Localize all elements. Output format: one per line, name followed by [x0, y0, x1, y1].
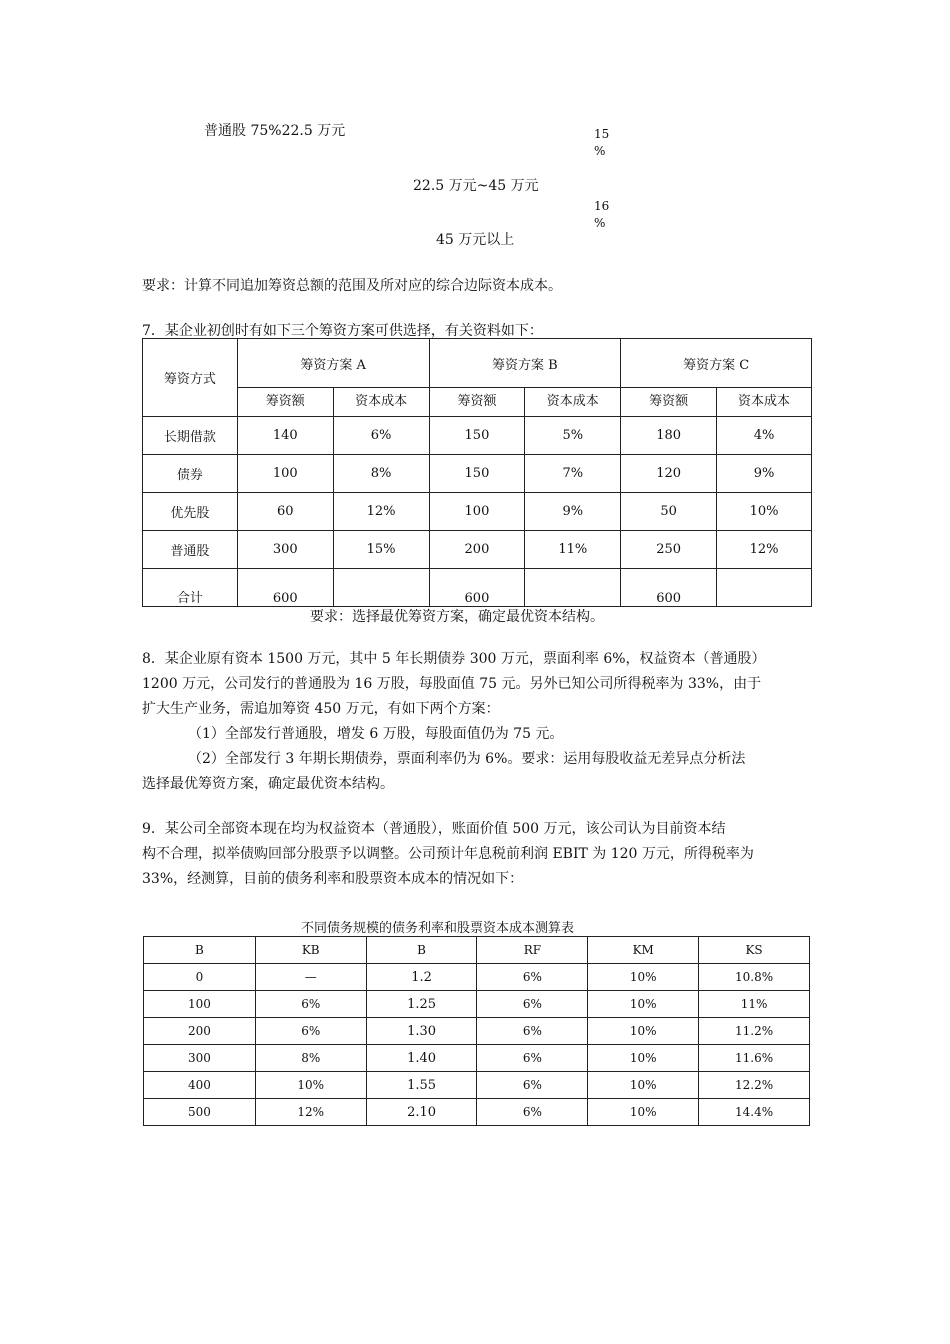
- cell: 6%: [477, 964, 588, 991]
- cell-a-cost: 8%: [333, 455, 429, 493]
- cell-b-cost: [525, 569, 621, 607]
- header-plan-c: 筹资方案 C: [621, 339, 812, 388]
- cell: 10%: [588, 1045, 699, 1072]
- col-header: KS: [699, 937, 810, 964]
- tier-rate-2: 16: [594, 199, 610, 213]
- cell: 12.2%: [699, 1072, 810, 1099]
- cell: 11.6%: [699, 1045, 810, 1072]
- cell-a-amount: 600: [237, 569, 333, 607]
- cell-c-amount: 180: [621, 417, 717, 455]
- cell-b-amount: 100: [429, 493, 525, 531]
- cell: 10%: [588, 1099, 699, 1126]
- cell: 6%: [255, 1018, 366, 1045]
- cell: 11.2%: [699, 1018, 810, 1045]
- cell-b-amount: 150: [429, 455, 525, 493]
- cell-a-cost: 12%: [333, 493, 429, 531]
- cell: 10%: [588, 991, 699, 1018]
- table-row: [144, 991, 810, 1018]
- table-row: [144, 1018, 810, 1045]
- col-header: RF: [477, 937, 588, 964]
- header-method: 筹资方式: [143, 339, 238, 417]
- header-amount: 筹资额: [621, 388, 717, 417]
- q6-requirement: 要求：计算不同追加筹资总额的范围及所对应的综合边际资本成本。: [142, 278, 562, 294]
- cell: 6%: [477, 1099, 588, 1126]
- cell-a-amount: 140: [237, 417, 333, 455]
- tier-range-2: 22.5 万元~45 万元: [413, 178, 539, 194]
- q9-paragraph: [142, 817, 814, 892]
- col-header: B: [366, 937, 477, 964]
- cell-a-amount: 100: [237, 455, 333, 493]
- cell: 6%: [477, 1045, 588, 1072]
- q7-requirement: 要求：选择最优筹资方案，确定最优资本结构。: [310, 609, 604, 625]
- tier-pct-2: %: [594, 216, 606, 230]
- cell: 100: [144, 991, 256, 1018]
- cell-c-amount: 250: [621, 531, 717, 569]
- col-header: B: [144, 937, 256, 964]
- cell-a-cost: 6%: [333, 417, 429, 455]
- table-row: [144, 964, 810, 991]
- row-name: 合计: [143, 569, 238, 607]
- cell-c-cost: 4%: [717, 417, 812, 455]
- cell: 8%: [255, 1045, 366, 1072]
- cell-c-cost: 10%: [717, 493, 812, 531]
- cell-b-amount: 600: [429, 569, 525, 607]
- tier-pct-1: %: [594, 144, 606, 158]
- cell-c-cost: 12%: [717, 531, 812, 569]
- table-row: [143, 455, 812, 493]
- cell: 200: [144, 1018, 256, 1045]
- q7-financing-table: [142, 338, 812, 607]
- table-row: [144, 1099, 810, 1126]
- table-row: [144, 1072, 810, 1099]
- cell-c-amount: 600: [621, 569, 717, 607]
- cell: 10%: [255, 1072, 366, 1099]
- row-name: 普通股: [143, 531, 238, 569]
- col-header: KM: [588, 937, 699, 964]
- cell: 14.4%: [699, 1099, 810, 1126]
- q8-line-3: 扩大生产业务，需追加筹资 450 万元，有如下两个方案：: [142, 701, 500, 717]
- row-name: 优先股: [143, 493, 238, 531]
- q8-option-2: （2）全部发行 3 年期长期债券，票面利率仍为 6%。要求：运用每股收益无差异点分析法: [188, 751, 746, 767]
- header-plan-b: 筹资方案 B: [429, 339, 621, 388]
- cell: 10%: [588, 964, 699, 991]
- cell: 6%: [477, 1072, 588, 1099]
- cell: 6%: [477, 991, 588, 1018]
- cell-a-cost: [333, 569, 429, 607]
- cell-b-cost: 7%: [525, 455, 621, 493]
- cell: 1.40: [366, 1045, 477, 1072]
- cell-b-amount: 200: [429, 531, 525, 569]
- cell-a-cost: 15%: [333, 531, 429, 569]
- cell: 2.10: [366, 1099, 477, 1126]
- cell: 6%: [477, 1018, 588, 1045]
- cell: 400: [144, 1072, 256, 1099]
- q8-line-6: 选择最优筹资方案，确定最优资本结构。: [142, 776, 394, 792]
- cell-a-amount: 60: [237, 493, 333, 531]
- cell: 500: [144, 1099, 256, 1126]
- cell-b-cost: 9%: [525, 493, 621, 531]
- cell: 0: [144, 964, 256, 991]
- cell: 6%: [255, 991, 366, 1018]
- q8-line-1: 8．某企业原有资本 1500 万元，其中 5 年长期债券 300 万元，票面利率 6%，权益资本（普通股）: [142, 651, 766, 667]
- header-amount: 筹资额: [429, 388, 525, 417]
- cell-b-cost: 11%: [525, 531, 621, 569]
- cell-b-amount: 150: [429, 417, 525, 455]
- q7-title: 7．某企业初创时有如下三个筹资方案可供选择，有关资料如下：: [142, 323, 543, 339]
- cell: 1.25: [366, 991, 477, 1018]
- header-cost: 资本成本: [525, 388, 621, 417]
- cell: 300: [144, 1045, 256, 1072]
- header-cost: 资本成本: [717, 388, 812, 417]
- header-amount: 筹资额: [237, 388, 333, 417]
- table-row: [144, 1045, 810, 1072]
- cell: 1.30: [366, 1018, 477, 1045]
- row-name: 长期借款: [143, 417, 238, 455]
- table-row-total: [143, 569, 812, 607]
- cell: 10%: [588, 1018, 699, 1045]
- tier-label: 普通股 75%22.5 万元: [204, 123, 346, 139]
- table-row: [143, 531, 812, 569]
- cell: 10.8%: [699, 964, 810, 991]
- table-header-row: [144, 937, 810, 964]
- tier-rate-1: 15: [594, 127, 610, 141]
- cell: 10%: [588, 1072, 699, 1099]
- q9-cost-table: [143, 936, 810, 1126]
- cell-c-cost: 9%: [717, 455, 812, 493]
- header-cost: 资本成本: [333, 388, 429, 417]
- row-name: 债券: [143, 455, 238, 493]
- q9-line-3: 33%，经测算，目前的债务利率和股票资本成本的情况如下：: [142, 871, 524, 887]
- table-row: [143, 493, 812, 531]
- col-header: KB: [255, 937, 366, 964]
- table-row: [143, 417, 812, 455]
- q8-paragraph: [142, 647, 814, 797]
- header-plan-a: 筹资方案 A: [237, 339, 429, 388]
- cell-c-amount: 50: [621, 493, 717, 531]
- cell-c-cost: [717, 569, 812, 607]
- cell: 1.55: [366, 1072, 477, 1099]
- q9-table-title: 不同债务规模的债务利率和股票资本成本测算表: [301, 921, 575, 936]
- q8-line-2: 1200 万元，公司发行的普通股为 16 万股，每股面值 75 元。另外已知公司所得税率为 33%，由于: [142, 676, 762, 692]
- q8-option-1: （1）全部发行普通股，增发 6 万股，每股面值仍为 75 元。: [188, 726, 564, 742]
- tier-range-3: 45 万元以上: [436, 232, 515, 248]
- cell-a-amount: 300: [237, 531, 333, 569]
- cell: 12%: [255, 1099, 366, 1126]
- cell: 1.2: [366, 964, 477, 991]
- cell-c-amount: 120: [621, 455, 717, 493]
- cell: —: [255, 964, 366, 991]
- q9-line-2: 构不合理，拟举债购回部分股票予以调整。公司预计年息税前利润 EBIT 为 120 万元，所得税率为: [142, 846, 754, 862]
- q9-line-1: 9．某公司全部资本现在均为权益资本（普通股），账面价值 500 万元，该公司认为目前资本结: [142, 821, 726, 837]
- cell: 11%: [699, 991, 810, 1018]
- cell-b-cost: 5%: [525, 417, 621, 455]
